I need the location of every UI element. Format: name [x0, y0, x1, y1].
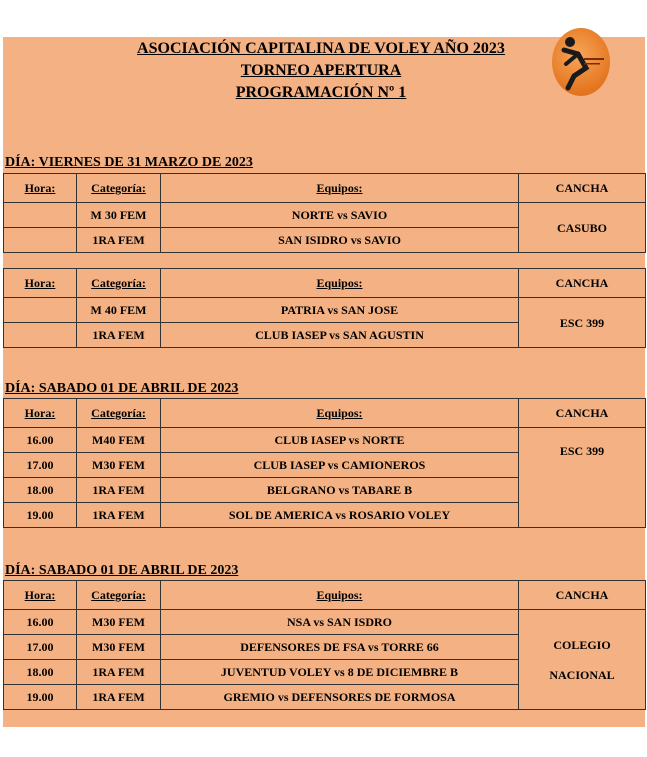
- cancha-line-2: NACIONAL: [549, 667, 615, 682]
- cell-categoria: 1RA FEM: [77, 685, 161, 710]
- header-title: ASOCIACIÓN CAPITALINA DE VOLEY AÑO 2023: [137, 40, 505, 57]
- table-header-row: [4, 269, 646, 298]
- header-subtitle: TORNEO APERTURA: [240, 62, 402, 79]
- cell-categoria: M 40 FEM: [77, 298, 161, 323]
- cell-equipos: JUVENTUD VOLEY vs 8 DE DICIEMBRE B: [161, 660, 519, 685]
- column-equipos: Equipos:: [161, 581, 519, 610]
- cell-hora: 18.00: [4, 660, 77, 685]
- column-hora: Hora:: [4, 581, 77, 610]
- cell-categoria: 1RA FEM: [77, 503, 161, 528]
- table-row: [4, 428, 646, 453]
- cell-equipos: SOL DE AMERICA vs ROSARIO VOLEY: [161, 503, 519, 528]
- cell-equipos: CLUB IASEP vs NORTE: [161, 428, 519, 453]
- day-heading: DÍA: SABADO 01 DE ABRIL DE 2023: [5, 563, 239, 578]
- cell-cancha: ESC 399: [519, 428, 646, 528]
- association-logo: [552, 28, 610, 96]
- cell-equipos: DEFENSORES DE FSA vs TORRE 66: [161, 635, 519, 660]
- cell-hora: 19.00: [4, 503, 77, 528]
- column-categoria: Categoría:: [77, 174, 161, 203]
- day-heading: DÍA: VIERNES DE 31 MARZO DE 2023: [5, 155, 253, 170]
- cell-hora: 17.00: [4, 635, 77, 660]
- cell-cancha: [519, 610, 646, 710]
- cell-categoria: 1RA FEM: [77, 478, 161, 503]
- column-categoria: Categoría:: [77, 399, 161, 428]
- cell-equipos: BELGRANO vs TABARE B: [161, 478, 519, 503]
- cell-categoria: 1RA FEM: [77, 660, 161, 685]
- cell-equipos: PATRIA vs SAN JOSE: [161, 298, 519, 323]
- schedule-table: [3, 398, 646, 528]
- column-hora: Hora:: [4, 399, 77, 428]
- cell-categoria: M30 FEM: [77, 635, 161, 660]
- schedule-table: [3, 173, 646, 253]
- cell-hora: [4, 323, 77, 348]
- column-cancha: CANCHA: [519, 269, 646, 298]
- cell-categoria: M30 FEM: [77, 610, 161, 635]
- cell-hora: 16.00: [4, 610, 77, 635]
- column-equipos: Equipos:: [161, 269, 519, 298]
- column-cancha: CANCHA: [519, 581, 646, 610]
- column-hora: Hora:: [4, 174, 77, 203]
- cell-categoria: 1RA FEM: [77, 323, 161, 348]
- column-categoria: Categoría:: [77, 269, 161, 298]
- column-equipos: Equipos:: [161, 399, 519, 428]
- column-categoria: Categoría:: [77, 581, 161, 610]
- column-cancha: CANCHA: [519, 174, 646, 203]
- cell-cancha: CASUBO: [519, 203, 646, 253]
- cell-equipos: NORTE vs SAVIO: [161, 203, 519, 228]
- table-row: [4, 610, 646, 635]
- cell-equipos: GREMIO vs DEFENSORES DE FORMOSA: [161, 685, 519, 710]
- cell-hora: 16.00: [4, 428, 77, 453]
- cell-equipos: SAN ISIDRO vs SAVIO: [161, 228, 519, 253]
- cell-equipos: CLUB IASEP vs CAMIONEROS: [161, 453, 519, 478]
- column-hora: Hora:: [4, 269, 77, 298]
- column-cancha: CANCHA: [519, 399, 646, 428]
- cell-hora: [4, 228, 77, 253]
- schedule-table: [3, 268, 646, 348]
- cell-hora: 17.00: [4, 453, 77, 478]
- cell-hora: [4, 298, 77, 323]
- column-equipos: Equipos:: [161, 174, 519, 203]
- cancha-line-1: COLEGIO: [553, 637, 611, 652]
- cell-hora: [4, 203, 77, 228]
- table-header-row: [4, 399, 646, 428]
- header-program: PROGRAMACIÓN Nº 1: [235, 84, 407, 101]
- cell-hora: 19.00: [4, 685, 77, 710]
- cell-hora: 18.00: [4, 478, 77, 503]
- table-header-row: [4, 581, 646, 610]
- day-heading: DÍA: SABADO 01 DE ABRIL DE 2023: [5, 381, 239, 396]
- table-header-row: [4, 174, 646, 203]
- schedule-table: [3, 580, 646, 710]
- table-row: [4, 203, 646, 228]
- cell-equipos: CLUB IASEP vs SAN AGUSTIN: [161, 323, 519, 348]
- table-row: [4, 298, 646, 323]
- cell-equipos: NSA vs SAN ISDRO: [161, 610, 519, 635]
- cell-categoria: M40 FEM: [77, 428, 161, 453]
- cell-categoria: 1RA FEM: [77, 228, 161, 253]
- cell-categoria: M30 FEM: [77, 453, 161, 478]
- cell-cancha: ESC 399: [519, 298, 646, 348]
- cell-categoria: M 30 FEM: [77, 203, 161, 228]
